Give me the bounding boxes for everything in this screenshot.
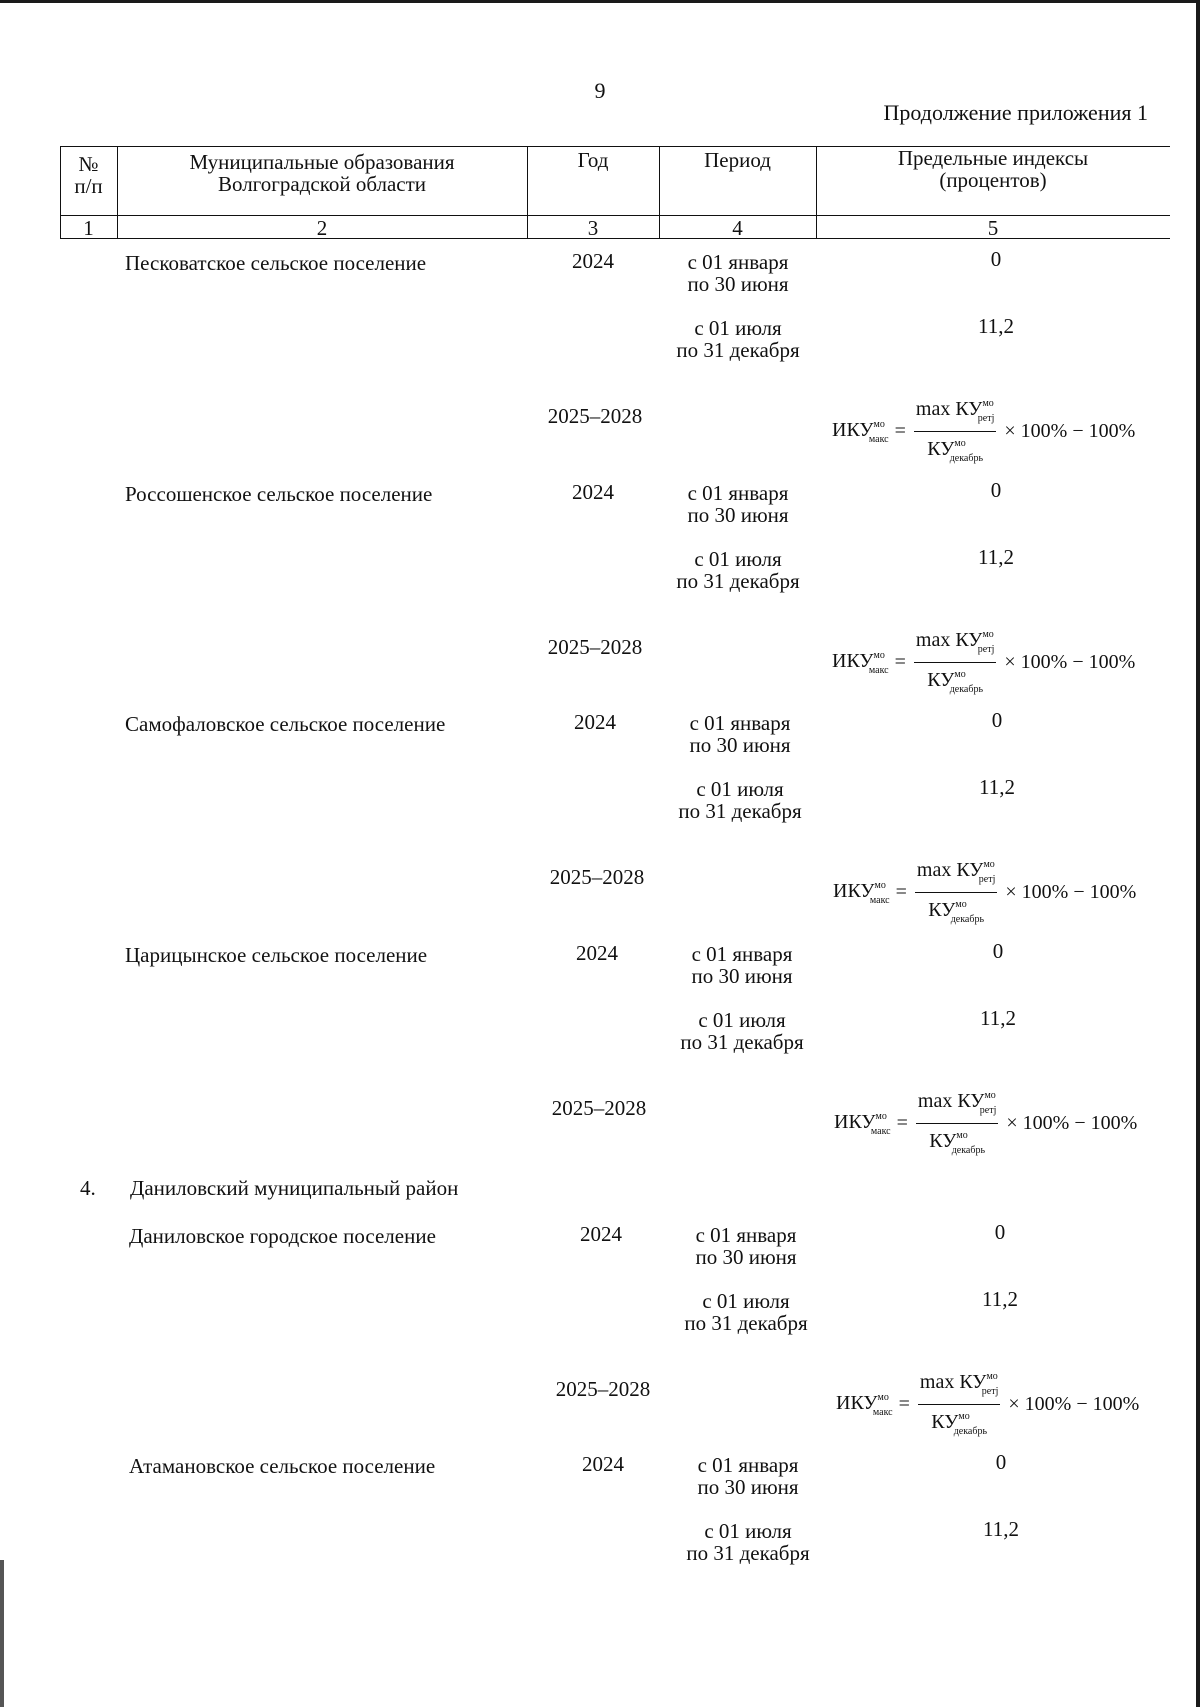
period-cell: с 01 июля по 31 декабря (686, 1519, 810, 1565)
formula-lhs: $ИКУ^{мо}_{макс}$ (832, 418, 889, 445)
year-range-cell: 2025–2028 (547, 635, 643, 659)
header-col-period: Период (704, 148, 771, 172)
period-cell: с 01 января по 30 июня (697, 1453, 799, 1499)
index-formula (834, 1084, 1137, 1163)
index-value-cell: 0 (994, 1220, 1006, 1244)
period-cell: с 01 января по 30 июня (691, 942, 793, 988)
index-formula (833, 853, 1136, 932)
municipality-name: Даниловское городское поселение (129, 1224, 436, 1248)
year-range-cell: 2025–2028 (555, 1377, 651, 1401)
header-num-1: 1 (83, 216, 94, 240)
header-col-year: Год (577, 148, 609, 172)
index-value-cell: 11,2 (980, 1006, 1016, 1030)
index-value-cell: 0 (990, 247, 1002, 271)
formula-tail: × 100% − 100% (1004, 420, 1136, 442)
municipality-name: Песковатское сельское поселение (125, 251, 427, 275)
period-cell: с 01 июля по 31 декабря (676, 547, 800, 593)
year-cell: 2024 (572, 480, 614, 504)
header-num-4: 4 (732, 216, 743, 240)
index-value-cell: 0 (990, 478, 1002, 502)
year-cell: 2024 (582, 1452, 624, 1476)
municipality-name: Самофаловское сельское поселение (125, 712, 446, 736)
district-name: Даниловский муниципальный район (130, 1176, 459, 1200)
year-range-cell: 2025–2028 (547, 404, 643, 428)
formula-tail: × 100% − 100% (1008, 1393, 1140, 1415)
period-cell: с 01 июля по 31 декабря (676, 316, 800, 362)
index-value-cell: 11,2 (982, 1287, 1018, 1311)
formula-equals: = (894, 420, 906, 442)
index-value-cell: 0 (992, 939, 1004, 963)
formula-tail: × 100% − 100% (1004, 651, 1136, 673)
formula-equals: = (894, 651, 906, 673)
formula-fraction: $\frac{\max КУ^{мо}_{ретj}}{КУ^{мо}_{декабрь}}$ (915, 629, 995, 695)
formula-lhs: $ИКУ^{мо}_{макс}$ (834, 1110, 891, 1137)
index-value-cell: 0 (995, 1450, 1007, 1474)
period-cell: с 01 июля по 31 декабря (684, 1289, 808, 1335)
formula-equals: = (898, 1393, 910, 1415)
header-num-2: 2 (316, 216, 328, 240)
period-cell: с 01 июля по 31 декабря (678, 777, 802, 823)
index-value-cell: 11,2 (983, 1517, 1019, 1541)
header-col-number: № п/п (74, 152, 103, 198)
year-cell: 2024 (576, 941, 618, 965)
header-num-5: 5 (987, 216, 999, 240)
formula-lhs: $ИКУ^{мо}_{макс}$ (836, 1391, 893, 1418)
index-formula (832, 392, 1135, 471)
formula-fraction: $\frac{\max КУ^{мо}_{ретj}}{КУ^{мо}_{декабрь}}$ (919, 1371, 999, 1437)
year-range-cell: 2025–2028 (549, 865, 645, 889)
district-number: 4. (80, 1176, 96, 1200)
period-cell: с 01 июля по 31 декабря (680, 1008, 804, 1054)
formula-equals: = (896, 1112, 908, 1134)
formula-fraction: $\frac{\max КУ^{мо}_{ретj}}{КУ^{мо}_{декабрь}}$ (917, 1090, 997, 1156)
formula-fraction: $\frac{\max КУ^{мо}_{ретj}}{КУ^{мо}_{декабрь}}$ (916, 859, 996, 925)
index-value-cell: 11,2 (978, 545, 1014, 569)
page-edge-right (1196, 0, 1200, 1707)
index-formula (836, 1365, 1139, 1444)
period-cell: с 01 января по 30 июня (689, 711, 791, 757)
municipality-name: Россошенское сельское поселение (125, 482, 433, 506)
formula-lhs: $ИКУ^{мо}_{макс}$ (833, 879, 890, 906)
header-num-3: 3 (587, 216, 599, 240)
formula-tail: × 100% − 100% (1006, 1112, 1138, 1134)
page-number: 9 (594, 78, 606, 103)
municipality-name: Атамановское сельское поселение (129, 1454, 436, 1478)
year-range-cell: 2025–2028 (551, 1096, 647, 1120)
page-edge-left (0, 1560, 4, 1707)
municipality-name: Царицынское сельское поселение (125, 943, 428, 967)
year-cell: 2024 (574, 710, 616, 734)
period-cell: с 01 января по 30 июня (687, 250, 789, 296)
index-value-cell: 11,2 (979, 775, 1015, 799)
year-cell: 2024 (580, 1222, 622, 1246)
year-cell: 2024 (572, 249, 614, 273)
index-value-cell: 0 (991, 708, 1003, 732)
index-value-cell: 11,2 (978, 314, 1014, 338)
period-cell: с 01 января по 30 июня (687, 481, 789, 527)
formula-fraction: $\frac{\max КУ^{мо}_{ретj}}{КУ^{мо}_{декабрь}}$ (915, 398, 995, 464)
formula-lhs: $ИКУ^{мо}_{макс}$ (832, 649, 889, 676)
page-edge-top (0, 0, 1200, 3)
index-formula (832, 623, 1135, 702)
period-cell: с 01 января по 30 июня (695, 1223, 797, 1269)
header-col-municipality: Муниципальные образования Волгоградской области (189, 150, 455, 196)
header-col-indices: Предельные индексы (процентов) (897, 146, 1089, 192)
continuation-label: Продолжение приложения 1 (883, 100, 1148, 125)
formula-tail: × 100% − 100% (1005, 881, 1137, 903)
formula-equals: = (895, 881, 907, 903)
